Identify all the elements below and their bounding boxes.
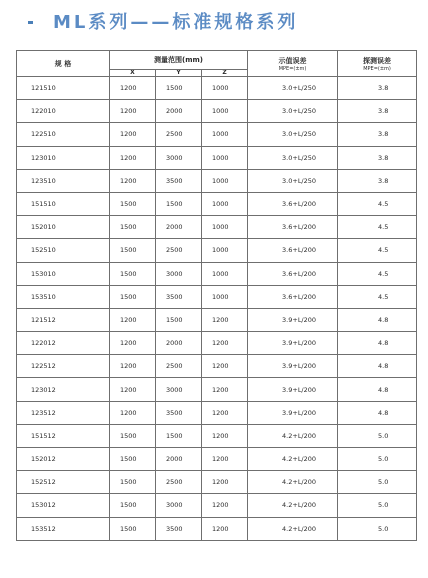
cell-x: 1500 — [110, 239, 156, 262]
cell-x: 1500 — [110, 471, 156, 494]
cell-spec: 151510 — [17, 192, 110, 215]
cell-z: 1000 — [202, 285, 248, 308]
cell-z: 1200 — [202, 494, 248, 517]
cell-mpe-e: 3.9+L/200 — [248, 332, 338, 355]
cell-z: 1200 — [202, 517, 248, 540]
page-title: ML系列——标准规格系列 — [53, 12, 299, 33]
cell-mpe-e: 3.9+L/200 — [248, 308, 338, 331]
table-row — [17, 448, 417, 471]
cell-mpe-p: 3.8 — [338, 169, 417, 192]
cell-spec: 121512 — [17, 308, 110, 331]
header-spec-label: 规 格 — [54, 59, 72, 68]
header-mpe-e-label: 示值误差 — [278, 56, 307, 65]
cell-x: 1200 — [110, 100, 156, 123]
cell-z: 1000 — [202, 262, 248, 285]
cell-x: 1500 — [110, 517, 156, 540]
cell-z: 1000 — [202, 169, 248, 192]
cell-z: 1000 — [202, 216, 248, 239]
cell-z: 1200 — [202, 448, 248, 471]
header-mpe-e — [248, 51, 338, 77]
cell-mpe-p: 5.0 — [338, 471, 417, 494]
cell-z: 1200 — [202, 378, 248, 401]
cell-x: 1500 — [110, 262, 156, 285]
cell-y: 2000 — [156, 216, 202, 239]
header-mpe-p — [338, 51, 417, 77]
cell-spec: 152510 — [17, 239, 110, 262]
cell-z: 1200 — [202, 355, 248, 378]
cell-x: 1200 — [110, 77, 156, 100]
cell-y: 2500 — [156, 123, 202, 146]
cell-y: 3000 — [156, 146, 202, 169]
cell-spec: 122510 — [17, 123, 110, 146]
cell-mpe-e: 3.6+L/200 — [248, 216, 338, 239]
header-z: Z — [202, 70, 248, 77]
header-range — [110, 51, 248, 70]
cell-x: 1500 — [110, 285, 156, 308]
cell-mpe-p: 4.8 — [338, 308, 417, 331]
cell-z: 1200 — [202, 332, 248, 355]
cell-y: 1500 — [156, 77, 202, 100]
cell-mpe-e: 4.2+L/200 — [248, 494, 338, 517]
cell-mpe-p: 4.8 — [338, 332, 417, 355]
cell-x: 1500 — [110, 448, 156, 471]
title-marker — [28, 21, 33, 24]
cell-spec: 123012 — [17, 378, 110, 401]
cell-spec: 152512 — [17, 471, 110, 494]
cell-y: 1500 — [156, 308, 202, 331]
cell-spec: 152010 — [17, 216, 110, 239]
cell-mpe-p: 5.0 — [338, 424, 417, 447]
header-y: Y — [156, 70, 202, 77]
cell-y: 3500 — [156, 285, 202, 308]
cell-mpe-p: 5.0 — [338, 494, 417, 517]
table-row — [17, 424, 417, 447]
cell-y: 3000 — [156, 494, 202, 517]
cell-y: 2000 — [156, 332, 202, 355]
cell-z: 1000 — [202, 146, 248, 169]
cell-spec: 153012 — [17, 494, 110, 517]
table-row — [17, 332, 417, 355]
cell-z: 1000 — [202, 239, 248, 262]
cell-spec: 122012 — [17, 332, 110, 355]
table-row — [17, 192, 417, 215]
cell-y: 3000 — [156, 262, 202, 285]
cell-mpe-e: 3.6+L/200 — [248, 239, 338, 262]
cell-y: 1500 — [156, 424, 202, 447]
cell-x: 1200 — [110, 169, 156, 192]
cell-mpe-p: 4.5 — [338, 239, 417, 262]
header-x: X — [110, 70, 156, 77]
cell-mpe-e: 3.9+L/200 — [248, 355, 338, 378]
cell-y: 2500 — [156, 355, 202, 378]
cell-y: 3500 — [156, 169, 202, 192]
table-row — [17, 378, 417, 401]
cell-x: 1500 — [110, 192, 156, 215]
cell-mpe-e: 3.0+L/250 — [248, 77, 338, 100]
table-row — [17, 471, 417, 494]
cell-spec: 122010 — [17, 100, 110, 123]
table-row — [17, 77, 417, 100]
cell-spec: 123512 — [17, 401, 110, 424]
cell-spec: 122512 — [17, 355, 110, 378]
header-spec — [17, 51, 110, 77]
cell-spec: 153512 — [17, 517, 110, 540]
cell-z: 1200 — [202, 308, 248, 331]
cell-spec: 151512 — [17, 424, 110, 447]
table-row — [17, 146, 417, 169]
cell-spec: 121510 — [17, 77, 110, 100]
cell-y: 3500 — [156, 401, 202, 424]
cell-mpe-p: 3.8 — [338, 146, 417, 169]
cell-x: 1200 — [110, 146, 156, 169]
cell-mpe-e: 3.0+L/250 — [248, 146, 338, 169]
table-row — [17, 401, 417, 424]
cell-spec: 123010 — [17, 146, 110, 169]
cell-mpe-p: 4.8 — [338, 378, 417, 401]
header-mpe-p-unit: MPE=(±m) — [363, 65, 391, 72]
cell-z: 1000 — [202, 77, 248, 100]
cell-z: 1200 — [202, 424, 248, 447]
cell-mpe-e: 3.0+L/250 — [248, 169, 338, 192]
cell-y: 2000 — [156, 448, 202, 471]
cell-mpe-e: 3.0+L/250 — [248, 100, 338, 123]
cell-y: 3000 — [156, 378, 202, 401]
cell-y: 3500 — [156, 517, 202, 540]
cell-z: 1000 — [202, 100, 248, 123]
cell-mpe-e: 4.2+L/200 — [248, 471, 338, 494]
spec-table — [16, 50, 417, 541]
cell-mpe-p: 4.5 — [338, 285, 417, 308]
cell-mpe-e: 3.9+L/200 — [248, 401, 338, 424]
cell-x: 1200 — [110, 123, 156, 146]
cell-spec: 152012 — [17, 448, 110, 471]
cell-mpe-p: 4.8 — [338, 355, 417, 378]
cell-mpe-e: 4.2+L/200 — [248, 517, 338, 540]
cell-spec: 123510 — [17, 169, 110, 192]
spec-table-header — [17, 51, 417, 77]
cell-x: 1200 — [110, 332, 156, 355]
cell-x: 1200 — [110, 308, 156, 331]
table-row — [17, 216, 417, 239]
cell-mpe-e: 3.0+L/250 — [248, 123, 338, 146]
table-row — [17, 355, 417, 378]
table-row — [17, 239, 417, 262]
cell-mpe-e: 3.6+L/200 — [248, 192, 338, 215]
cell-z: 1000 — [202, 123, 248, 146]
cell-x: 1200 — [110, 401, 156, 424]
title-bar — [28, 6, 408, 36]
cell-y: 2500 — [156, 239, 202, 262]
table-row — [17, 494, 417, 517]
table-row — [17, 262, 417, 285]
cell-x: 1500 — [110, 216, 156, 239]
cell-z: 1000 — [202, 192, 248, 215]
cell-x: 1200 — [110, 378, 156, 401]
cell-y: 1500 — [156, 192, 202, 215]
cell-mpe-e: 4.2+L/200 — [248, 424, 338, 447]
table-row — [17, 123, 417, 146]
cell-mpe-p: 3.8 — [338, 100, 417, 123]
cell-z: 1200 — [202, 401, 248, 424]
spec-table-body — [17, 77, 417, 541]
cell-y: 2000 — [156, 100, 202, 123]
cell-mpe-p: 4.5 — [338, 216, 417, 239]
cell-mpe-p: 3.8 — [338, 77, 417, 100]
cell-z: 1200 — [202, 471, 248, 494]
cell-x: 1500 — [110, 424, 156, 447]
cell-mpe-p: 3.8 — [338, 123, 417, 146]
cell-mpe-e: 3.6+L/200 — [248, 262, 338, 285]
table-row — [17, 285, 417, 308]
cell-mpe-e: 4.2+L/200 — [248, 448, 338, 471]
cell-x: 1500 — [110, 494, 156, 517]
cell-mpe-p: 5.0 — [338, 448, 417, 471]
table-row — [17, 169, 417, 192]
table-row — [17, 517, 417, 540]
cell-mpe-p: 4.8 — [338, 401, 417, 424]
cell-mpe-p: 5.0 — [338, 517, 417, 540]
table-row — [17, 100, 417, 123]
cell-mpe-p: 4.5 — [338, 262, 417, 285]
cell-x: 1200 — [110, 355, 156, 378]
header-mpe-p-label: 探测误差 — [363, 56, 392, 65]
cell-mpe-p: 4.5 — [338, 192, 417, 215]
cell-spec: 153010 — [17, 262, 110, 285]
cell-mpe-e: 3.6+L/200 — [248, 285, 338, 308]
table-row — [17, 308, 417, 331]
cell-mpe-e: 3.9+L/200 — [248, 378, 338, 401]
header-mpe-e-unit: MPE=(±m) — [278, 65, 307, 72]
cell-y: 2500 — [156, 471, 202, 494]
cell-spec: 153510 — [17, 285, 110, 308]
header-range-label: 测量范围(mm) — [154, 56, 204, 64]
